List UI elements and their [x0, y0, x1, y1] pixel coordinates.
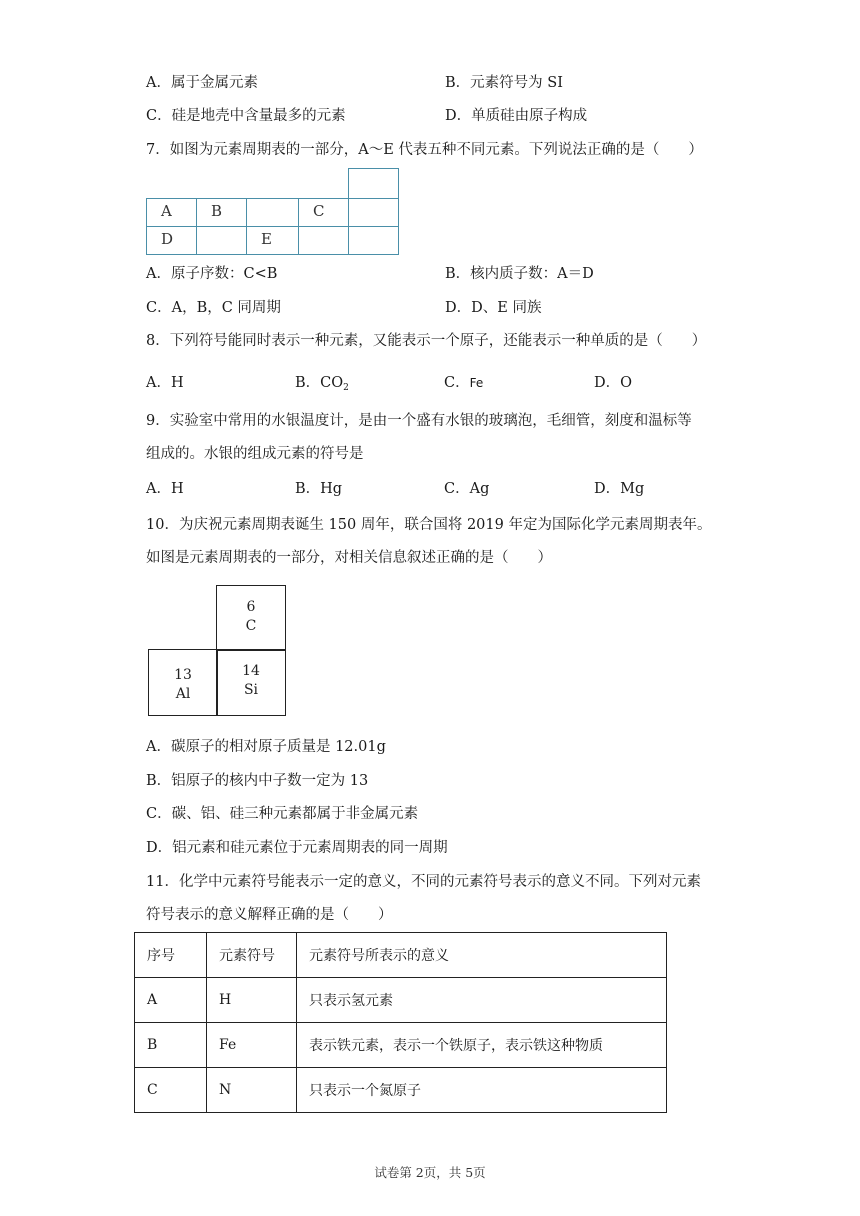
table-cell: C: [135, 1068, 207, 1113]
q10-periodic-fragment-figure: [148, 585, 286, 716]
aluminium-cell: 13 Al: [148, 649, 218, 716]
header-cell: 序号: [135, 933, 207, 978]
q9-option-a: A．H: [146, 481, 184, 497]
q7-cell-a: A: [161, 202, 172, 220]
silicon-cell: 14 Si: [216, 649, 286, 716]
table-cell: 只表示氢元素: [297, 978, 667, 1023]
q6-option-b: B．元素符号为 SI: [445, 75, 563, 91]
q7-periodic-table-figure: [146, 168, 399, 255]
q8-option-c: C．Fe: [444, 375, 484, 391]
table-cell: 表示铁元素，表示一个铁原子，表示铁这种物质: [297, 1023, 667, 1068]
header-cell: 元素符号所表示的意义: [297, 933, 667, 978]
page-footer: 试卷第 2页，共 5页: [374, 1165, 486, 1180]
table-cell: Fe: [207, 1023, 297, 1068]
q9-stem-line1: 9．实验室中常用的水银温度计，是由一个盛有水银的玻璃泡，毛细管，刻度和温标等: [146, 413, 692, 429]
table-cell: B: [135, 1023, 207, 1068]
q7-option-a: A．原子序数：C<B: [146, 266, 278, 282]
q8-option-b: B．$CO_2$: [295, 375, 349, 393]
q8-option-d: D．O: [594, 375, 633, 391]
table-cell: 只表示一个氮原子: [297, 1068, 667, 1113]
q10-stem-line2: 如图是元素周期表的一部分，对相关信息叙述正确的是（ ）: [146, 550, 552, 566]
q9-option-b: B．Hg: [295, 481, 343, 497]
q7-cell-d: D: [161, 230, 174, 248]
table-header-row: [135, 933, 667, 978]
q7-cell-c: C: [313, 202, 325, 220]
table-row: [135, 978, 667, 1023]
q7-option-b: B．核内质子数：A＝D: [445, 266, 594, 282]
q10-option-c: C．碳、铝、硅三种元素都属于非金属元素: [146, 806, 419, 822]
q11-stem-line1: 11．化学中元素符号能表示一定的意义，不同的元素符号表示的意义不同。下列对元素: [146, 874, 701, 890]
q7-option-d: D．D、E 同族: [445, 300, 542, 316]
q11-table: [134, 932, 667, 1113]
table-cell: A: [135, 978, 207, 1023]
q11-stem-line2: 符号表示的意义解释正确的是（ ）: [146, 907, 393, 923]
q10-option-a: A．碳原子的相对原子质量是 12.01g: [146, 739, 386, 755]
q10-option-d: D．铝元素和硅元素位于元素周期表的同一周期: [146, 840, 448, 856]
q9-option-c: C．Ag: [444, 481, 490, 497]
q10-option-b: B．铝原子的核内中子数一定为 13: [146, 773, 369, 789]
q8-option-a: A．H: [146, 375, 184, 391]
table-cell: N: [207, 1068, 297, 1113]
q10-stem-line1: 10．为庆祝元素周期表诞生 150 周年，联合国将 2019 年定为国际化学元素周期表年。: [146, 517, 712, 533]
q6-option-d: D．单质硅由原子构成: [445, 108, 588, 124]
q9-stem-line2: 组成的。水银的组成元素的符号是: [146, 446, 364, 462]
q7-cell-b: B: [211, 202, 223, 220]
carbon-cell: 6 C: [216, 585, 286, 651]
q7-stem: 7．如图为元素周期表的一部分，A～E 代表五种不同元素。下列说法正确的是（ ）: [146, 142, 703, 158]
table-row: [135, 1023, 667, 1068]
q6-option-a: A．属于金属元素: [146, 75, 258, 91]
header-cell: 元素符号: [207, 933, 297, 978]
table-cell: H: [207, 978, 297, 1023]
q7-option-c: C．A，B，C 同周期: [146, 300, 281, 316]
q7-cell-e: E: [261, 230, 272, 248]
q6-option-c: C．硅是地壳中含量最多的元素: [146, 108, 346, 124]
table-row: [135, 1068, 667, 1113]
q9-option-d: D．Mg: [594, 481, 645, 497]
q8-stem: 8．下列符号能同时表示一种元素，又能表示一个原子，还能表示一种单质的是（ ）: [146, 333, 707, 349]
q8-options: [0, 371, 860, 393]
